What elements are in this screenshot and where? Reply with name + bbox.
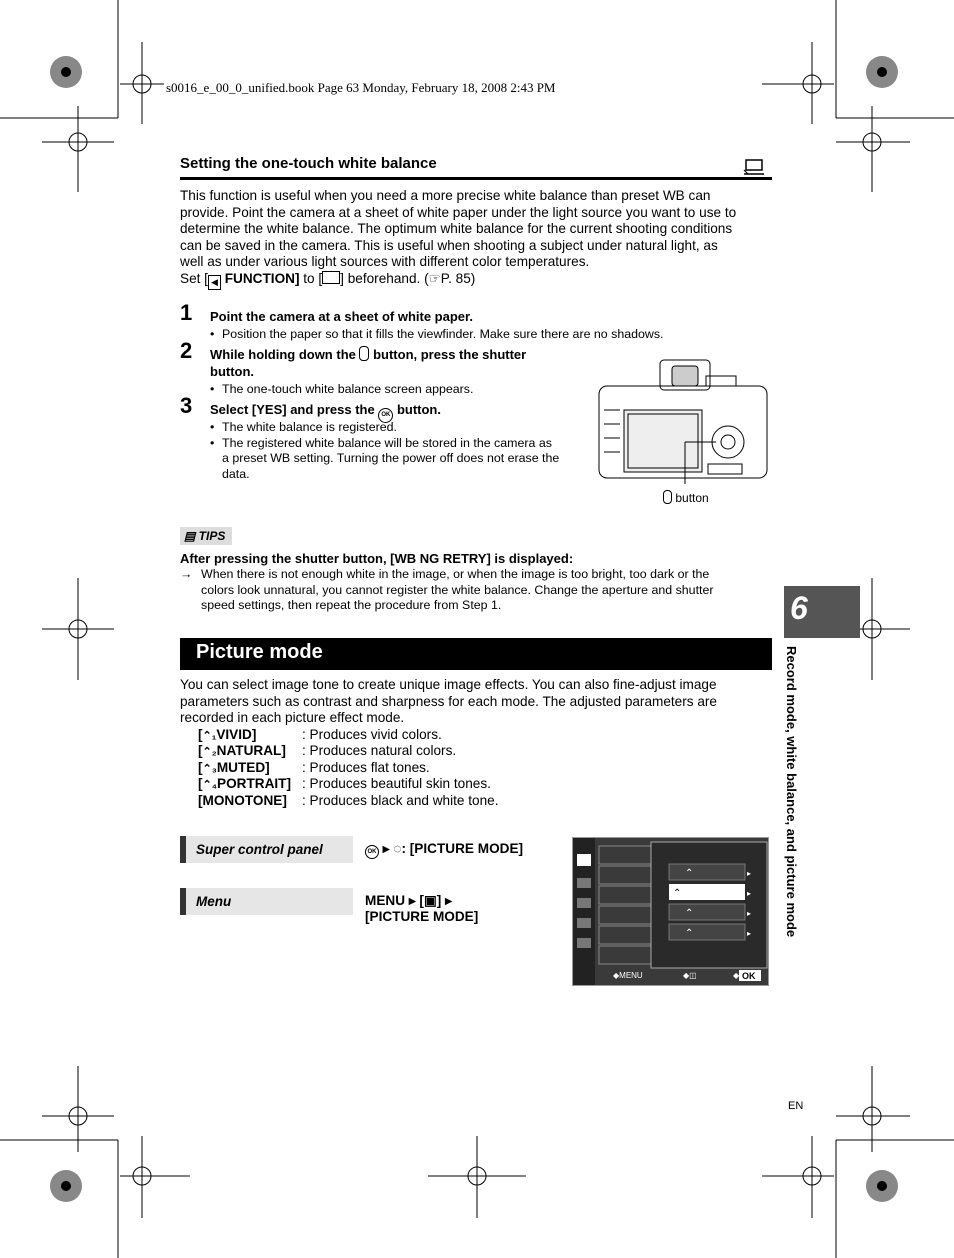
reference-icon: ☞ xyxy=(428,271,441,286)
one-touch-wb-button-icon xyxy=(359,346,369,361)
svg-text:⌃: ⌃ xyxy=(673,888,682,899)
mode-item: [⌃₁VIVID] : Produces vivid colors. xyxy=(198,727,442,742)
tips-body: When there is not enough white in the image, or when the image is too bright, too dark or the colors look unnatural, you cannot register the white balance. Change the aperture and shutter speed settings, then repeat the procedure from Step 1. xyxy=(201,567,714,613)
step-title: While holding down the button, press the shutter button. xyxy=(210,347,527,379)
chapter-number: 6 xyxy=(790,590,808,626)
arrow-pad-icon: ◌ xyxy=(393,841,402,856)
section-intro: This function is useful when you need a more precise white balance than preset WB can provide. Point the camera at a sheet of white paper under the light source you want to use to determine the white balance. The optimum white balance for the current shooting conditions can be saved in the camera. This is useful when shooting a subject under natural light, as well as under various light sources with different color temperatures. xyxy=(180,188,737,270)
chapter-side-text: Record mode, white balance, and picture mode xyxy=(784,646,799,938)
step-title: Point the camera at a sheet of white paper. xyxy=(210,309,473,324)
arrow-right-icon: ▸ xyxy=(408,893,416,908)
step-title: Select [YES] and press the OK button. xyxy=(210,401,441,423)
picture-mode-2-icon: ⌃₂ xyxy=(202,746,217,758)
picture-mode-3-icon: ⌃₃ xyxy=(202,763,217,775)
svg-text:⌃: ⌃ xyxy=(685,928,694,939)
svg-text:◆: ◆ xyxy=(733,971,740,980)
function-icon: ◀ xyxy=(208,275,221,290)
menu-screen-illustration xyxy=(572,837,769,986)
svg-text:▸: ▸ xyxy=(747,869,752,878)
arrow-right-icon: ▸ xyxy=(445,893,452,908)
camera-menu-icon: ▣ xyxy=(423,893,437,908)
mode-item: [MONOTONE] : Produces black and white tone. xyxy=(198,793,499,808)
svg-text:▸: ▸ xyxy=(747,929,752,938)
super-control-panel-label: Super control panel xyxy=(180,836,353,863)
picture-mode-1-icon: ⌃₁ xyxy=(202,730,217,742)
one-touch-wb-button-icon xyxy=(663,490,672,504)
ok-button-icon: OK xyxy=(378,408,393,423)
step-number: 3 xyxy=(180,393,193,418)
print-header: s0016_e_00_0_unified.book Page 63 Monday, February 18, 2008 2:43 PM xyxy=(166,80,556,95)
svg-text:◆◫: ◆◫ xyxy=(683,971,697,980)
menu-screen-graphic xyxy=(573,838,768,985)
section-rule xyxy=(180,177,772,180)
svg-text:⌃: ⌃ xyxy=(685,908,694,919)
tips-icon: ▤ xyxy=(184,529,199,543)
camera-back-illustration xyxy=(596,352,771,484)
step-bullet: • Position the paper so that it fills the viewfinder. Make sure there are no shadows. xyxy=(210,327,664,341)
svg-text:OK: OK xyxy=(742,971,756,981)
svg-text:▸: ▸ xyxy=(747,889,752,898)
mode-item: [⌃₃MUTED] : Produces flat tones. xyxy=(198,760,430,775)
arrow-right-icon: ▸ xyxy=(382,841,390,856)
mode-item: [⌃₂NATURAL] : Produces natural colors. xyxy=(198,743,457,758)
svg-text:▸: ▸ xyxy=(747,909,752,918)
one-touch-wb-icon-inline xyxy=(322,271,340,284)
language-footer: EN xyxy=(788,1100,804,1112)
tips-label: ▤ TIPS xyxy=(180,527,232,545)
svg-text:⌃: ⌃ xyxy=(685,868,694,879)
picture-mode-4-icon: ⌃₄ xyxy=(202,779,217,791)
menu-label: Menu xyxy=(180,888,353,915)
menu-instruction: MENU ▸ [▣] ▸ [PICTURE MODE] xyxy=(365,893,479,924)
arrow-icon: → xyxy=(180,567,193,581)
ok-button-icon: OK xyxy=(365,845,379,859)
super-control-instruction: OK ▸ ◌: [PICTURE MODE] xyxy=(365,841,523,859)
one-touch-wb-icon xyxy=(742,158,766,176)
step-bullet-list: • The white balance is registered. • The registered white balance will be stored in the camera as a preset WB setting. Turning the power off does not erase the data. xyxy=(210,420,560,481)
section-title: Setting the one-touch white balance xyxy=(180,155,437,172)
set-function-line: Set [ ◀ FUNCTION] to [ ] beforehand. (☞P. 85) xyxy=(180,271,475,290)
step-bullet: • The one-touch white balance screen appears. xyxy=(210,382,474,396)
mode-item: [⌃₄PORTRAIT] : Produces beautiful skin tones. xyxy=(198,776,491,791)
tips-heading: After pressing the shutter button, [WB NG RETRY] is displayed: xyxy=(180,551,574,566)
section-heading: Picture mode xyxy=(196,641,323,663)
step-number: 2 xyxy=(180,338,193,363)
svg-text:◆MENU: ◆MENU xyxy=(613,971,643,980)
picture-mode-intro: You can select image tone to create unique image effects. You can also fine-adjust image parameters such as contrast and sharpness for each mode. The adjusted parameters are recorded in each picture effect mode. xyxy=(180,677,717,726)
step-number: 1 xyxy=(180,300,193,325)
figure-caption: button xyxy=(663,490,709,505)
